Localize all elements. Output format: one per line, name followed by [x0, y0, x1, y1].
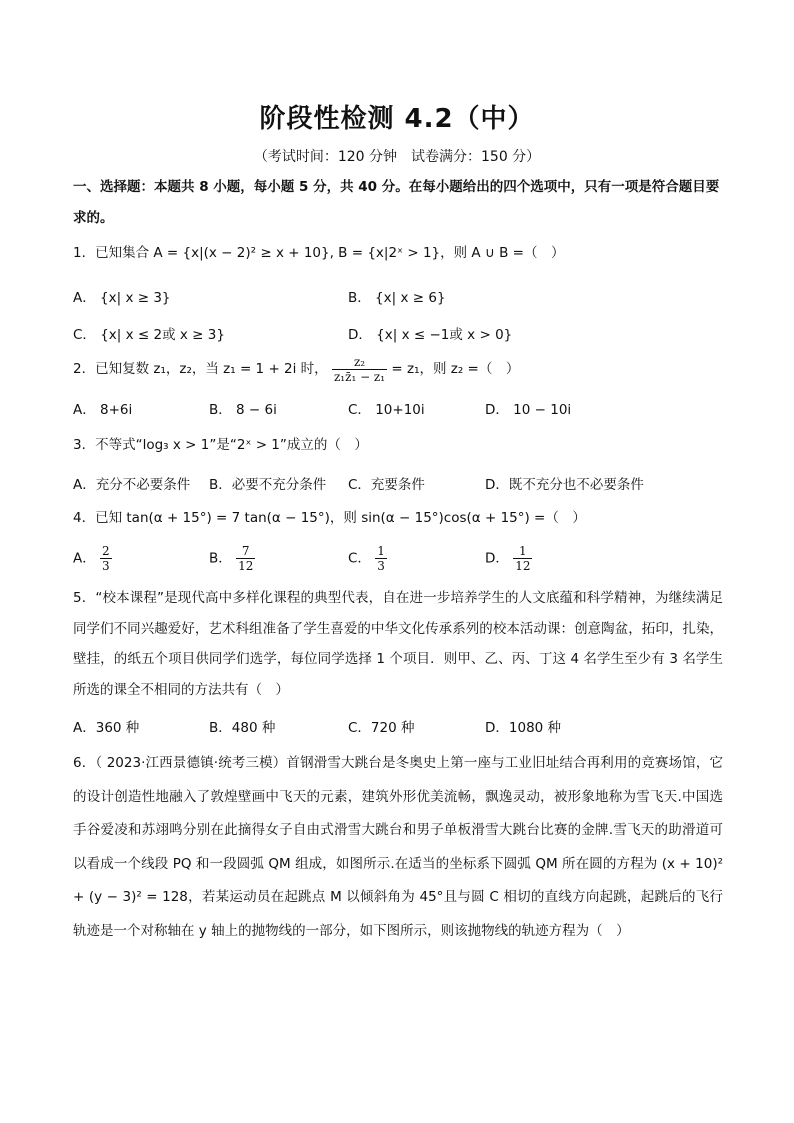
question-3-option-c: C．充要条件	[348, 477, 425, 493]
question-1-option-b: B． {x| x ≥ 6}	[348, 290, 446, 306]
question-4-option-b-numerator: 7	[236, 544, 255, 559]
question-2-option-b: B． 8 − 6i	[209, 402, 277, 418]
question-3-option-a: A．充分不必要条件	[73, 477, 191, 493]
question-1-option-a: A． {x| x ≥ 3}	[73, 290, 171, 306]
question-3-option-b: B．必要不充分条件	[209, 477, 327, 493]
exam-info: （考试时间：120 分钟 试卷满分：150 分）	[253, 149, 541, 165]
question-5-option-c: C．720 种	[348, 720, 415, 736]
question-5-stem: 5．“校本课程”是现代高中多样化课程的典型代表，自在进一步培养学生的人文底蕴和科学精神，为继续满足同学们不同兴趣爱好，艺术科组准备了学生喜爱的中华文化传承系列的校本活动课：创意陶盆，拓印，扎染，壁挂，的纸五个项目供同学们选学，每位同学选择 1 个项目．则甲、乙、丙、丁这 4 名学生至少有 3 名学生所选的课全不相同的方法共有（ ）	[73, 590, 723, 698]
question-2-option-c: C． 10+10i	[348, 402, 425, 418]
question-4-option-d-denominator: 12	[515, 559, 531, 573]
question-4-option-a	[73, 544, 112, 573]
question-2-stem-post: = z₁，则 z₂ =（ ）	[391, 361, 520, 377]
question-4-option-c-denominator: 3	[377, 559, 385, 573]
question-2-fraction-numerator: z₂	[332, 355, 387, 370]
question-4-option-d-numerator: 1	[513, 544, 532, 559]
question-1-stem: 1．已知集合 A = {x|(x − 2)² ≥ x + 10}, B = {x|2ˣ > 1}，则 A ∪ B =（ ）	[73, 245, 565, 261]
question-4-option-d-label: D．	[485, 550, 509, 567]
question-4-option-b-denominator: 12	[238, 559, 254, 573]
question-4-option-c-numerator: 1	[377, 544, 385, 558]
question-4-option-a-numerator: 2	[102, 544, 110, 558]
section-heading-line1: 一、选择题：本题共 8 小题，每小题 5 分，共 40 分。在每小题给出的四个选项中，只有一项是符合题目要	[73, 179, 720, 195]
question-4-option-c	[348, 544, 387, 573]
question-2-fraction	[332, 355, 387, 384]
question-2-fraction-denominator: z₁z̄₁ − z₁	[333, 369, 386, 384]
question-4-option-b-label: B．	[209, 550, 232, 567]
question-4-stem: 4．已知 tan(α + 15°) = 7 tan(α − 15°)，则 sin(α − 15°)cos(α + 15°) =（ ）	[73, 510, 586, 526]
question-4-option-a-denominator: 3	[102, 559, 110, 573]
question-2-option-d: D． 10 − 10i	[485, 402, 572, 418]
question-3-option-d: D．既不充分也不必要条件	[485, 477, 644, 493]
question-4-option-c-label: C．	[348, 550, 371, 567]
question-6-stem: 6．（ 2023·江西景德镇·统考三模）首钢滑雪大跳台是冬奥史上第一座与工业旧址结合再利用的竞赛场馆，它的设计创造性地融入了敦煌壁画中飞天的元素，建筑外形优美流畅，飘逸灵动，被形象地称为雪飞天.中国选手谷爱凌和苏翊鸣分别在此摘得女子自由式滑雪大跳台和男子单板滑雪大跳台比赛的金牌.雪飞天的助滑道可以看成一个线段 PQ 和一段圆弧 QM 组成，如图所示.在适当的坐标系下圆弧 QM 所在圆的方程为 (x + 10)² + (y − 3)² = 128，若某运动员在起跳点 M 以倾斜角为 45°且与圆 C 相切的直线方向起跳，起跳后的飞行轨迹是一个对称轴在 y 轴上的抛物线的一部分，如下图所示，则该抛物线的轨迹方程为（ ）	[73, 755, 723, 939]
question-3-stem: 3．不等式“log₃ x > 1”是“2ˣ > 1”成立的（ ）	[73, 437, 368, 453]
question-4-option-d	[485, 544, 532, 573]
question-5-option-b: B．480 种	[209, 720, 276, 736]
section-heading-line2: 求的。	[73, 210, 114, 226]
question-5-option-a: A．360 种	[73, 720, 140, 736]
question-2-option-a: A． 8+6i	[73, 402, 133, 418]
question-2-stem-pre: 2．已知复数 z₁，z₂，当 z₁ = 1 + 2i 时，	[73, 361, 328, 377]
page-title: 阶段性检测 4.2（中）	[259, 104, 535, 134]
question-1-option-d: D． {x| x ≤ −1或 x > 0}	[348, 327, 513, 343]
question-4-option-a-label: A．	[73, 550, 96, 567]
question-2-stem	[73, 352, 519, 386]
question-4-option-b	[209, 544, 255, 573]
question-1-option-c: C． {x| x ≤ 2或 x ≥ 3}	[73, 327, 225, 343]
question-5-option-d: D．1080 种	[485, 720, 562, 736]
